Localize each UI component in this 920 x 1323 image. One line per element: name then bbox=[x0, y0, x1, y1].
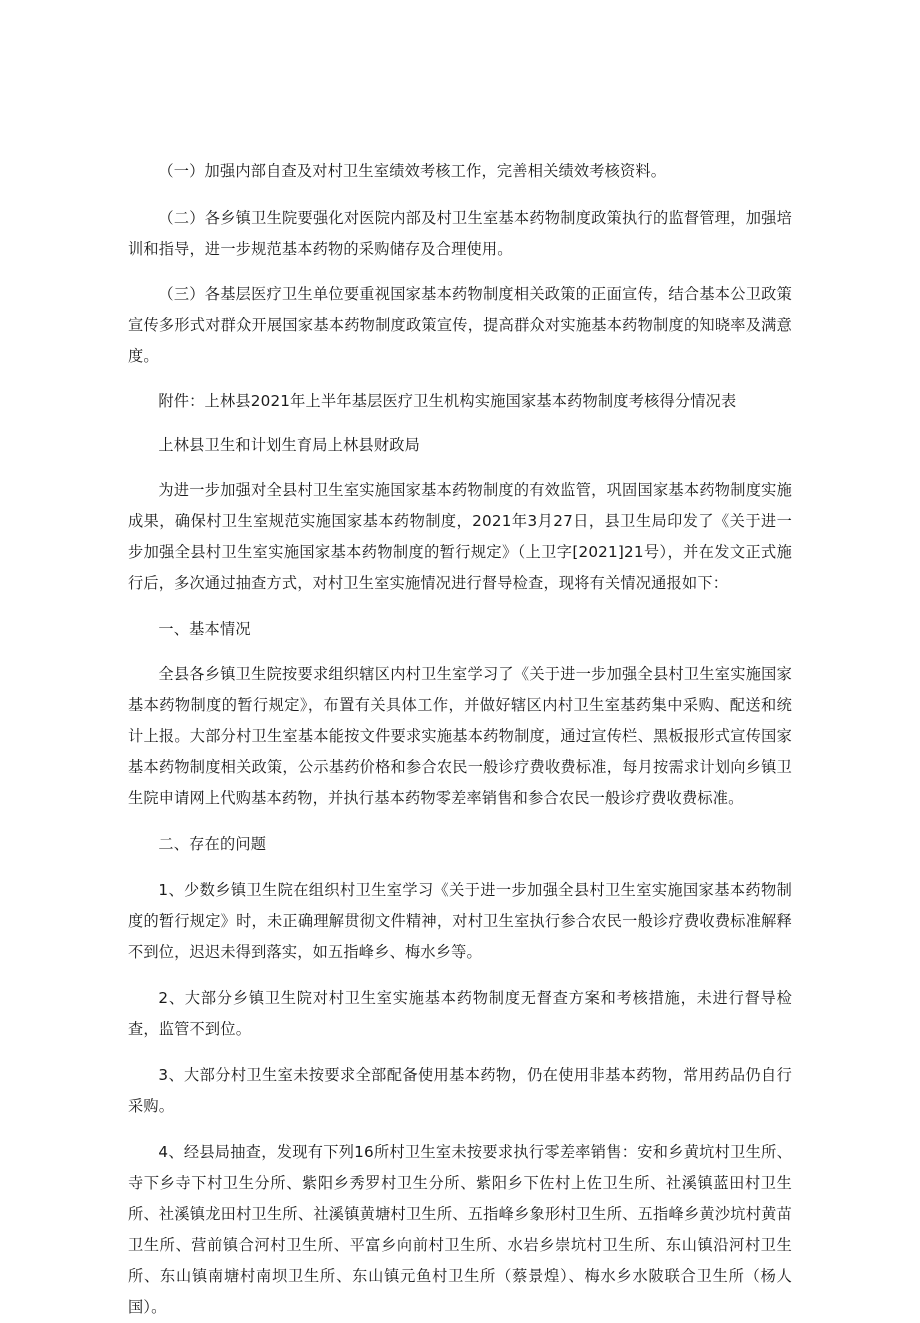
paragraph-measure-3: （三）各基层医疗卫生单位要重视国家基本药物制度相关政策的正面宣传，结合基本公卫政策宣传多形式对群众开展国家基本药物制度政策宣传，提高群众对实施基本药物制度的知晓率及满意度。 bbox=[128, 285, 792, 365]
paragraph-basic-situation: 全县各乡镇卫生院按要求组织辖区内村卫生室学习了《关于进一步加强全县村卫生室实施国家基本药物制度的暂行规定》，布置有关具体工作，并做好辖区内村卫生室基药集中采购、配送和统计上报。大部分村卫生室基本能按文件要求实施基本药物制度，通过宣传栏、黑板报形式宣传国家基本药物制度相关政策，公示基药价格和参合农民一般诊疗费收费标准，每月按需求计划向乡镇卫生院申请网上代购基本药物，并执行基本药物零差率销售和参合农民一般诊疗费收费标准。 bbox=[128, 665, 792, 807]
paragraph-attachment: 附件：上林县2021年上半年基层医疗卫生机构实施国家基本药物制度考核得分情况表 bbox=[158, 392, 737, 410]
paragraph-problem-3: 3、大部分村卫生室未按要求全部配备使用基本药物，仍在使用非基本药物，常用药品仍自行采购。 bbox=[128, 1066, 792, 1115]
paragraph-measure-2: （二）各乡镇卫生院要强化对医院内部及村卫生室基本药物制度政策执行的监督管理，加强培训和指导，进一步规范基本药物的采购储存及合理使用。 bbox=[128, 209, 792, 258]
paragraph-measure-1: （一）加强内部自查及对村卫生室绩效考核工作，完善相关绩效考核资料。 bbox=[158, 162, 667, 180]
document-body bbox=[128, 156, 792, 1323]
section-heading-problems: 二、存在的问题 bbox=[158, 835, 267, 853]
paragraph-problem-2: 2、大部分乡镇卫生院对村卫生室实施基本药物制度无督查方案和考核措施，未进行督导检查，监管不到位。 bbox=[128, 989, 792, 1038]
paragraph-issuer: 上林县卫生和计划生育局上林县财政局 bbox=[158, 436, 420, 454]
paragraph-problem-1: 1、少数乡镇卫生院在组织村卫生室学习《关于进一步加强全县村卫生室实施国家基本药物制度的暂行规定》时，未正确理解贯彻文件精神，对村卫生室执行参合农民一般诊疗费收费标准解释不到位，迟迟未得到落实，如五指峰乡、梅水乡等。 bbox=[128, 881, 792, 961]
paragraph-intro: 为进一步加强对全县村卫生室实施国家基本药物制度的有效监管，巩固国家基本药物制度实施成果，确保村卫生室规范实施国家基本药物制度，2021年3月27日，县卫生局印发了《关于进一步加强全县村卫生室实施国家基本药物制度的暂行规定》（上卫字[2021]21号），并在发文正式施行后，多次通过抽查方式，对村卫生室实施情况进行督导检查，现将有关情况通报如下： bbox=[128, 481, 792, 592]
section-heading-basic-situation: 一、基本情况 bbox=[158, 620, 251, 638]
paragraph-problem-4: 4、经县局抽查，发现有下列16所村卫生室未按要求执行零差率销售：安和乡黄坑村卫生所、寺下乡寺下村卫生分所、紫阳乡秀罗村卫生分所、紫阳乡下佐村上佐卫生所、社溪镇蓝田村卫生所、社溪镇龙田村卫生所、社溪镇黄塘村卫生所、五指峰乡象形村卫生所、五指峰乡黄沙坑村黄苗卫生所、营前镇合河村卫生所、平富乡向前村卫生所、水岩乡崇坑村卫生所、东山镇沿河村卫生所、东山镇南塘村南坝卫生所、东山镇元鱼村卫生所（蔡景煌）、梅水乡水陂联合卫生所（杨人国）。 bbox=[128, 1143, 792, 1316]
